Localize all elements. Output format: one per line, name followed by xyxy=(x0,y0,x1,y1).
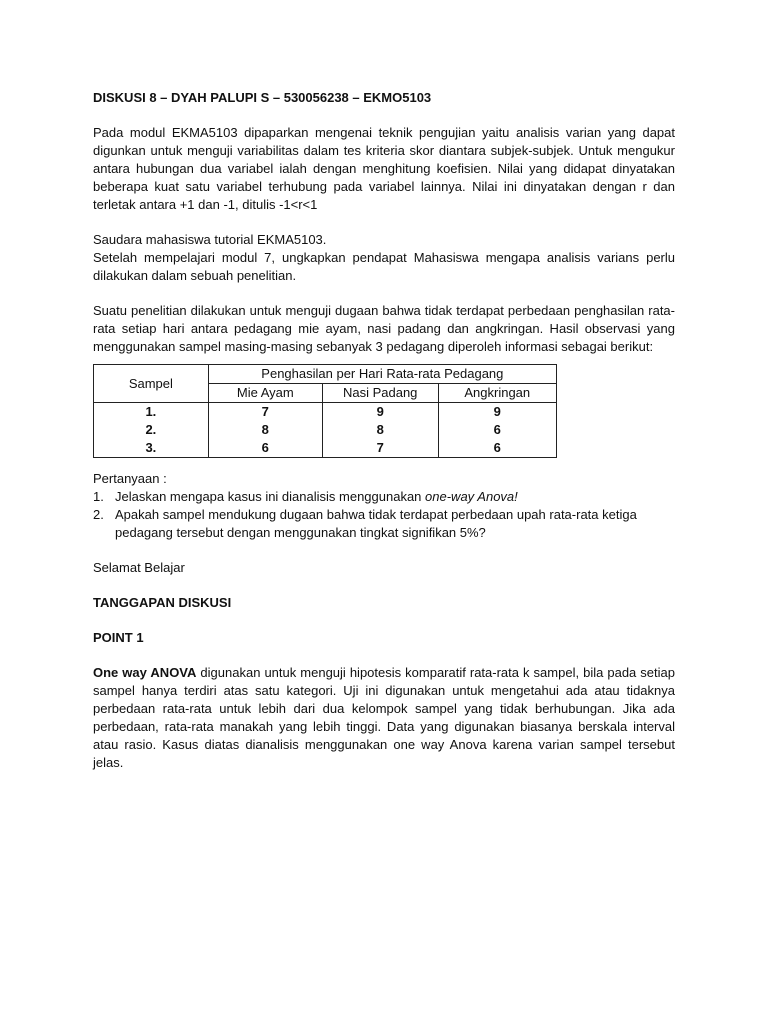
table-row xyxy=(94,439,557,458)
point-heading: POINT 1 xyxy=(93,630,144,645)
question-text: Jelaskan mengapa kasus ini dianalisis menggunakan xyxy=(115,489,426,504)
answer-text: digunakan untuk menguji hipotesis komparatif rata-rata k sampel, bila pada setiap sampel hanya terdiri atas satu kategori. Uji ini digunakan untuk mengetahui ada atau tidaknya perbedaan rata-rata untuk lebih dari dua kelompok sampel yang tidak berhubungan. Jika ada perbedaan, rata-rata manakah yang lebih tinggi. Data yang digunakan biasanya berskala interval atau rasio. Kasus diatas dianalisis menggunakan one way Anova karena varian sampel tersebut jelas. xyxy=(93,665,675,770)
case-paragraph xyxy=(93,302,675,356)
income-table xyxy=(93,364,557,458)
answer-lead: One way ANOVA xyxy=(93,665,197,680)
question-italic: one-way Anova! xyxy=(425,489,518,504)
column-header: Mie Ayam xyxy=(208,384,322,403)
questions-heading: Pertanyaan : xyxy=(93,471,167,486)
closing-line: Selamat Belajar xyxy=(93,560,185,575)
value-cell: 9 xyxy=(438,403,556,422)
group-header: Penghasilan per Hari Rata-rata Pedagang xyxy=(208,365,556,384)
value-cell: 8 xyxy=(208,421,322,439)
list-item xyxy=(93,506,675,542)
sample-cell: 3. xyxy=(94,439,209,458)
value-cell: 6 xyxy=(208,439,322,458)
answer-paragraph xyxy=(93,664,675,772)
case-text: Suatu penelitian dilakukan untuk menguji dugaan bahwa tidak terdapat perbedaan penghasilan rata-rata setiap hari antara pedagang mie ayam, nasi padang dan angkringan. Hasil observasi yang menggunakan sampel masing-masing sebanyak 3 pedagang diperoleh informasi sebagai berikut: xyxy=(93,303,675,354)
document-page xyxy=(93,89,675,772)
value-cell: 8 xyxy=(322,421,438,439)
table-row xyxy=(94,421,557,439)
document-title: DISKUSI 8 – DYAH PALUPI S – 530056238 – EKMO5103 xyxy=(93,90,432,105)
value-cell: 7 xyxy=(208,403,322,422)
value-cell: 9 xyxy=(322,403,438,422)
column-header: Angkringan xyxy=(438,384,556,403)
question-text: Apakah sampel mendukung dugaan bahwa tidak terdapat perbedaan upah rata-rata ketiga pedagang tersebut dengan menggunakan tingkat signifikan 5%? xyxy=(115,507,637,540)
table-row xyxy=(94,403,557,422)
questions-list xyxy=(93,488,675,542)
intro-paragraph: Pada modul EKMA5103 dipaparkan mengenai teknik pengujian yaitu analisis varian yang dapat digunkan untuk menguji variabilitas dalam tes kriteria skor diantara subjek-subjek. Untuk mengukur antara hubungan dua variabel ialah dengan menghitung koefisien. Nilai yang didapat dinyatakan beberapa kuat satu variabel terhubung pada variabel lainnya. Nilai ini dinyatakan dengan r dan terletak antara +1 dan -1, ditulis -1<r<1 xyxy=(93,125,675,212)
greeting-line: Saudara mahasiswa tutorial EKMA5103. xyxy=(93,232,327,247)
sample-header: Sampel xyxy=(94,365,209,403)
question-number: 1. xyxy=(93,489,104,504)
value-cell: 6 xyxy=(438,421,556,439)
column-header: Nasi Padang xyxy=(322,384,438,403)
response-heading: TANGGAPAN DISKUSI xyxy=(93,595,232,610)
value-cell: 6 xyxy=(438,439,556,458)
list-item xyxy=(93,488,675,506)
value-cell: 7 xyxy=(322,439,438,458)
instruction-paragraph: Setelah mempelajari modul 7, ungkapkan pendapat Mahasiswa mengapa analisis varians perlu dilakukan dalam sebuah penelitian. xyxy=(93,250,675,283)
sample-cell: 2. xyxy=(94,421,209,439)
sample-cell: 1. xyxy=(94,403,209,422)
question-number: 2. xyxy=(93,507,104,522)
